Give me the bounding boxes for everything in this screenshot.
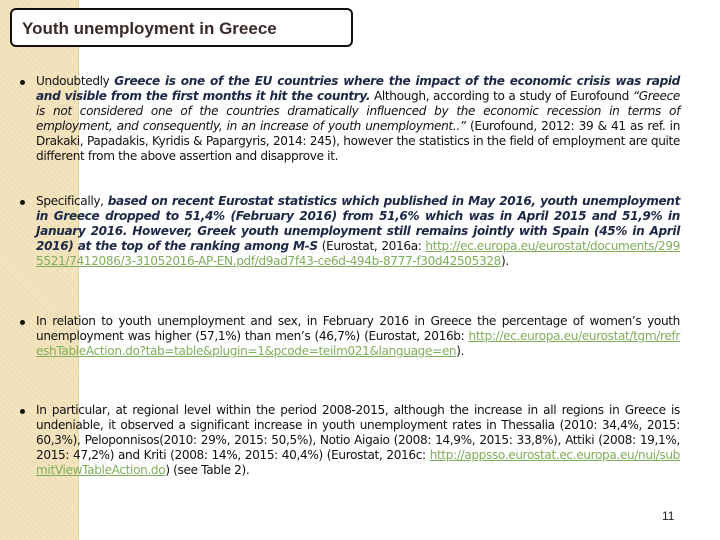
title-box xyxy=(10,8,353,47)
text: Although, according to a study of Eurofound xyxy=(370,89,633,103)
page-number: 11 xyxy=(662,509,675,523)
bullet-icon xyxy=(20,200,25,205)
text: (Eurostat, 2016a: xyxy=(317,239,426,253)
quote-text: “Greece is not considered one of the countries dramatically influenced by the economic recession in terms of employment, and consequently, in an increase of youth unemployment..” xyxy=(36,89,680,133)
text: In relation to youth unemployment and sex, in February 2016 in Greece the percentage of women’s youth unemployment was higher (57,1%) than men’s (46,7%) (Eurostat, 2016b: xyxy=(36,314,680,343)
emphasis-text: Greece is one of the EU countries where the impact of the economic crisis was rapid and visible from the first months it hit the country. xyxy=(36,74,680,103)
text: (Eurofound, 2012: 39 & 41 as ref. in Drakaki, Papadakis, Kyridis & Papargyris, 2014: 245), however the statistics in the field of employment are quite different from the above assertion and disapprove it. xyxy=(36,119,681,163)
text: Undoubtedly xyxy=(36,74,115,88)
slide-title: Youth unemployment in Greece xyxy=(22,19,277,38)
bullet-icon xyxy=(20,80,25,85)
paragraph-eurofound xyxy=(36,74,680,164)
paragraph-regional xyxy=(36,403,680,478)
text: ) (see Table 2). xyxy=(165,463,250,477)
eurostat-2016a-link[interactable]: http://ec.europa.eu/eurostat/documents/2995521/7412086/3-31052016-AP-EN.pdf/d9ad7f43-ce6d-494b-8777-f30d42505328 xyxy=(36,239,680,268)
text: In particular, at regional level within the period 2008-2015, although the increase in all regions in Greece is undeniable, it observed a significant increase in youth unemployment rates in Thessalia (2010: 34,4%, 2015: 60,3%), Peloponnisos(2010: 29%, 2015: 50,5%), Notio Aigaio (2008: 14,9%, 2015: 33,8%), Attiki (2008: 19,1%, 2015: 47,2%) and Kriti (2008: 14%, 2015: 40,4%) (Eurostat, 2016c: xyxy=(36,403,680,462)
emphasis-text: based on recent Eurostat statistics which published in May 2016, youth unemployment in Greece dropped to 51,4% (February 2016) from 51,6% which was in April 2015 and 51,9% in January 2016. However, Greek youth unemployment still remains jointly with Spain (45% in April 2016) at the top of the ranking among M-S xyxy=(36,194,680,253)
paragraph-sex xyxy=(36,314,680,359)
bullet-icon xyxy=(20,409,25,414)
bullet-icon xyxy=(20,320,25,325)
paragraph-eurostat-may-2016 xyxy=(36,194,680,269)
text: ). xyxy=(501,254,509,268)
text: ). xyxy=(456,344,465,358)
text: Specifically, xyxy=(36,194,108,208)
eurostat-2016b-link[interactable]: http://ec.europa.eu/eurostat/tgm/refreshTableAction.do?tab=table&plugin=1&pcode=teilm021&language=en xyxy=(36,329,680,358)
eurostat-2016c-link[interactable]: http://appsso.eurostat.ec.europa.eu/nui/submitViewTableAction.do xyxy=(36,448,680,477)
